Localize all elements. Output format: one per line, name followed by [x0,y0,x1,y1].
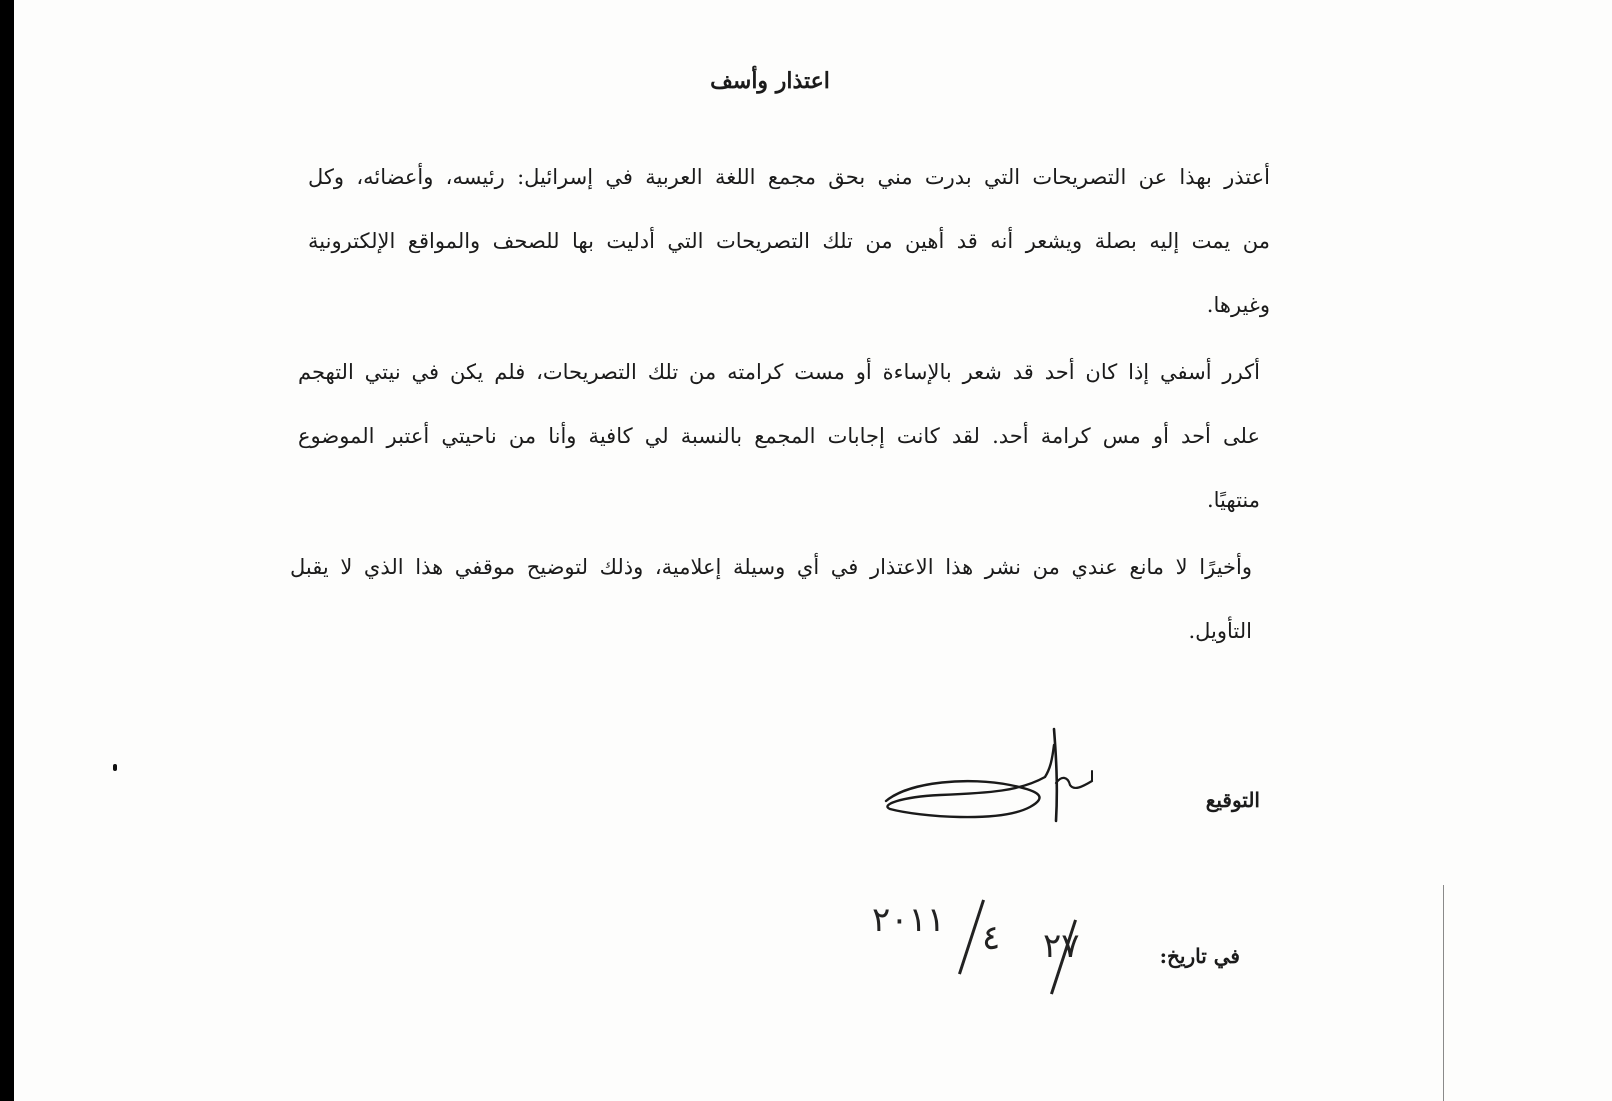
date-separator [958,899,985,974]
date-label: في تاريخ: [1159,944,1240,968]
scan-left-border [0,0,14,1101]
document-title: اعتذار وأسف [710,68,830,94]
paragraph-2: أكرر أسفي إذا كان أحد قد شعر بالإساءة أو مست كرامته من تلك التصريحات، فلم يكن في نيتي التهجم على أحد أو مس كرامة أحد. لقد كانت إجابات المجمع بالنسبة لي كافية وأنا من ناحيتي أعتبر الموضوع منتهيًا. [298,360,1260,512]
paragraph-3: وأخيرًا لا مانع عندي من نشر هذا الاعتذار في أي وسيلة إعلامية، وذلك لتوضيح موقفي هذا الذي لا يقبل التأويل. [290,555,1252,643]
date-month: ٤ [982,918,1001,958]
paragraph-1: أعتذر بهذا عن التصريحات التي بدرت مني بحق مجمع اللغة العربية في إسرائيل: رئيسه، وأعضائه، وكل من يمت إليه بصلة ويشعر أنه قد أهين من تلك التصريحات التي أدليت بها للصحف والمواقع الإلكترونية وغيرها. [308,165,1270,317]
signature-label: التوقيع [1205,788,1260,812]
date-year: ٢٠١١ [872,900,946,940]
scan-fold-line [1443,885,1444,1101]
scan-speck [113,764,117,771]
date-day: ٢٧ [1043,926,1080,966]
handwritten-signature [880,725,1100,845]
